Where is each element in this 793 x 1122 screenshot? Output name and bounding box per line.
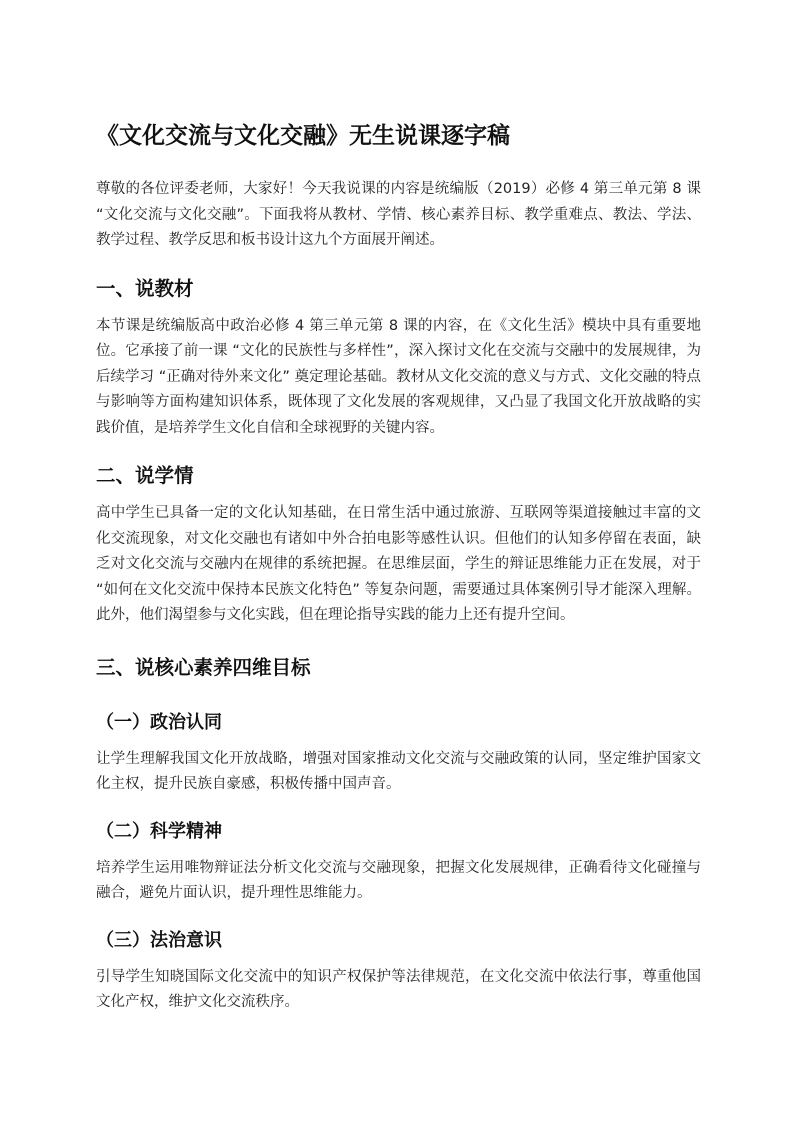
section-body-students: 高中学生已具备一定的文化认知基础，在日常生活中通过旅游、互联网等渠道接触过丰富的文化交流现象，对文化交融也有诸如中外合拍电影等感性认识。但他们的认知多停留在表面，缺乏对文化交流与交融内在规律的系统把握。在思维层面，学生的辩证思维能力正在发展，对于 “如何在文化交流中保持本民族文化特色” 等复杂问题，需要通过具体案例引导才能深入理解。此外，他们渴望参与文化实践，但在理论指导实践的能力上还有提升空间。 (96, 505, 701, 623)
section-body-textbook: 本节课是统编版高中政治必修 4 第三单元第 8 课的内容，在《文化生活》模块中具有重要地位。它承接了前一课 “文化的民族性与多样性”，深入探讨文化在交流与交融中的发展规律，为后续学习 “正确对待外来文化” 奠定理论基础。教材从文化交流的意义与方式、文化交融的特点与影响等方面构建知识体系，既体现了文化发展的客观规律，又凸显了我国文化开放战略的实践价值，是培养学生文化自信和全球视野的关键内容。 (96, 317, 701, 436)
document-page (96, 118, 701, 1016)
subsection-heading-legal-awareness: （三）法治意识 (96, 929, 222, 951)
subsection-body-legal-awareness: 引导学生知晓国际文化交流中的知识产权保护等法律规范，在文化交流中依法行事，尊重他国文化产权，维护文化交流秩序。 (96, 968, 701, 1010)
document-title: 《文化交流与文化交融》无生说课逐字稿 (96, 123, 510, 149)
subsection-body-scientific-spirit: 培养学生运用唯物辩证法分析文化交流与交融现象，把握文化发展规律，正确看待文化碰撞与融合，避免片面认识，提升理性思维能力。 (96, 859, 701, 901)
section-heading-students: 二、说学情 (96, 464, 194, 487)
section-heading-core-literacy: 三、说核心素养四维目标 (96, 655, 311, 679)
subsection-heading-political-identity: （一）政治认同 (96, 711, 222, 733)
subsection-body-political-identity: 让学生理解我国文化开放战略，增强对国家推动文化交流与交融政策的认同，坚定维护国家文化主权，提升民族自豪感，积极传播中国声音。 (96, 750, 701, 792)
section-heading-textbook: 一、说教材 (96, 276, 194, 300)
subsection-heading-scientific-spirit: （二）科学精神 (96, 820, 222, 842)
intro-paragraph: 尊敬的各位评委老师，大家好！今天我说课的内容是统编版（2019）必修 4 第三单元第 8 课 “文化交流与文化交融”。下面我将从教材、学情、核心素养目标、教学重难点、教法、学法、教学过程、教学反思和板书设计这九个方面展开阐述。 (96, 181, 701, 248)
